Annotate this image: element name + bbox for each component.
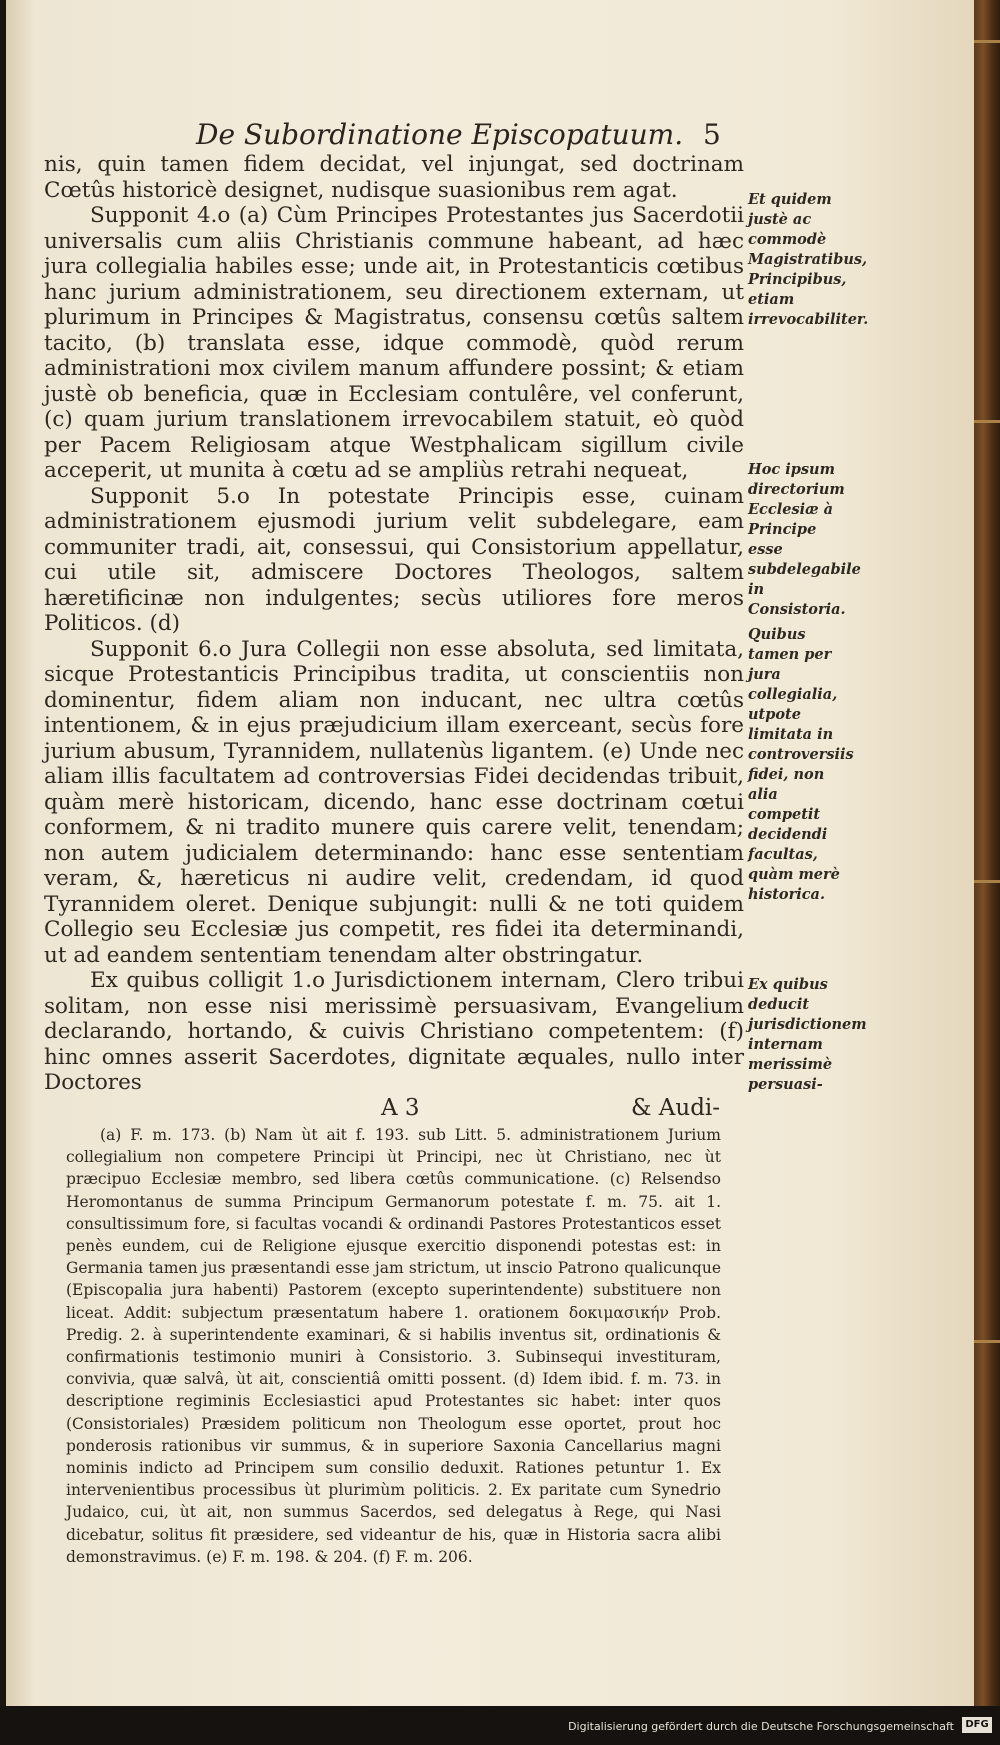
spine-band [974,1340,1000,1343]
main-text [44,152,744,1096]
marginal-note: Et quidem justè ac commodè Magistratibus, Principibus, etiam irrevocabiliter. [748,191,869,328]
paragraph: Supponit 4.o (a) Cùm Principes Protestantes jus Sacerdotii universalis cum aliis Christianis commune habeant, ad hæc jura collegialia habiles esse; unde ait, in Protestanticis cœtibus hanc jurium administrationem, seu directionem externam, ut plurimum in Principes & Magistratus, consensu cœtûs saltem tacito, (b) translata esse, idque commodè, quòd rerum administrationi mox civilem manum affundere possint; & etiam justè ob beneficia, quæ in Ecclesiam contulêre, vel conferunt, (c) quam jurium translationem irrevocabilem statuit, eò quòd per Pacem Religiosam atque Westphalicam sigillum civile acceperit, ut munita à cœtu ad se ampliùs retrahi nequeat, [44,203,744,483]
marginal-note: Hoc ipsum directorium Ecclesiæ à Principe esse subdelegabile in Consistoria. [748,461,861,618]
running-header: De Subordinatione Episcopatuum. [196,118,684,151]
book-page [6,0,974,1706]
marginal-note: Quibus tamen per jura collegialia, utpote limitata in controversiis fidei, non alia competit decidendi facultas, quàm merè historica. [748,626,854,903]
footnote-block: (a) F. m. 173. (b) Nam ùt ait f. 193. sub Litt. 5. administrationem Jurium collegialium non competere Principi ùt Principi, nec ùt Christiano, nec ùt præcipuo Ecclesiæ membro, sed libera cœtûs communicatione. (c) Relsendso Heromontanus de summa Principum Germanorum potestate f. m. 75. ait 1. consultissimum fore, si facultas vocandi & ordinandi Pastores Protestanticos esset penès eundem, cui de Religione ejusque exercitio disponendi potestas est: in Germania tamen jus præsentandi esse jam strictum, ut inscio Patrono qualicunque (Episcopalia jura habenti) Pastorem (excepto superintendente) substituere non liceat. Addit: subjectum præsentatum habere 1. orationem δοκιμασικήν Prob. Predig. 2. à superintendente examinari, & si habilis inventus sit, ordinationis & confirmationis testimonio muniri à Consistorio. 3. Subinsequi investituram, convivia, quæ salvâ, ùt ait, conscientiâ omitti possent. (d) Idem ibid. f. m. 73. in descriptione regiminis Ecclesiastici apud Protestantes sic habet: inter quos (Consistoriales) Præsidem politicum non Theologum esse oportet, prout hoc ponderosis rationibus vir summus, & in superiore Saxonia Cancellarius magni nominis indicto ad Principem sum consilio deduxit. Rationes petuntur 1. Ex intervenientibus processibus ùt plurimùm politicis. 2. Ex paritate cum Synedrio Judaico, cui, ùt ait, non summus Sacerdos, sed delegatus à Rege, qui Nasi dicebatur, solitus fit præsidere, sed videantur de his, quæ in Historia sacra alibi demonstravimus. (e) F. m. 198. & 204. (f) F. m. 206. [66,1126,721,1566]
funding-credit: Digitalisierung gefördert durch die Deutsche Forschungsgemeinschaft [568,1720,954,1733]
dfg-logo: DFG [962,1717,992,1733]
catchword: & Audi- [631,1095,721,1121]
footnotes [66,1124,721,1568]
book-spine [974,0,1000,1706]
paragraph: Supponit 6.o Jura Collegii non esse absoluta, sed limitata, sicque Protestanticis Principibus tradita, ut conscientiis non dominentur, fidem aliam non inducant, nec ultra cœtûs intentionem, & in ejus præjudicium illam exerceant, secùs fore jurium abusum, Tyrannidem, nullatenùs ligantem. (e) Unde nec aliam illis facultatem ad controversias Fidei decidendas tribuit, quàm merè historicam, dicendo, hanc esse doctrinam cœtui conformem, & ni tradito munere quis carere velit, tenendam; non autem judicialem determinando: hanc esse sententiam veram, &, hæreticus ni audire velit, credendam, id quod Tyrannidem oleret. Denique subjungit: nulli & ne toti quidem Collegio seu Ecclesiæ jus competit, res fidei ita determinandi, ut ad eandem sententiam tenendam alter obstringatur. [44,636,744,968]
spine-band [974,880,1000,883]
spine-band [974,40,1000,43]
paragraph: Ex quibus colligit 1.o Jurisdictionem internam, Clero tribui solitam, non esse nisi merissimè persuasivam, Evangelium declarando, hortando, & cuivis Christiano competentem: (f) hinc omnes asserit Sacerdotes, dignitate æquales, nullo inter Doctores [44,968,744,1095]
digitization-footer [0,1706,1000,1745]
signature-mark: A 3 [381,1095,420,1121]
paragraph: Supponit 5.o In potestate Principis esse, cuinam administrationem ejusmodi jurium velit subdelegare, eam communiter tradi, ait, consessui, qui Consistorium appellatur, cui utile sit, admiscere Doctores Theologos, saltem hæretificinæ non indulgentes; secùs utiliores fore meros Politicos. (d) [44,483,744,636]
marginal-note: Ex quibus deducit jurisdictionem internam merissimè persuasi- [748,976,867,1093]
spine-band [974,420,1000,423]
page-number: 5 [703,118,721,151]
paragraph: nis, quin tamen fidem decidat, vel injungat, sed doctrinam Cœtûs historicè designet, nudisque suasionibus rem agat. [44,152,744,203]
